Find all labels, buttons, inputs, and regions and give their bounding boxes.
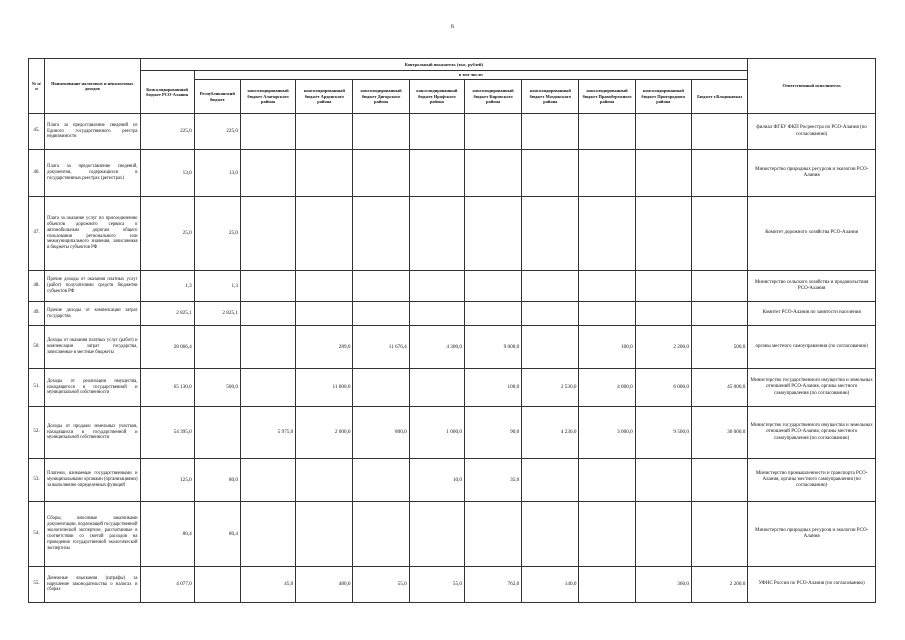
row-number: 54. [29, 502, 45, 567]
row-value-cell [579, 150, 635, 197]
row-value-cell: 11 000,0 [296, 369, 353, 407]
row-value-cell [409, 369, 464, 407]
row-value-cell [579, 197, 635, 271]
row-value-cell: 25,0 [140, 197, 194, 271]
row-value-cell [635, 150, 691, 197]
row-number: 46. [29, 150, 45, 197]
header-col-alagir: консолидированный бюджет Алагирского района [240, 80, 295, 114]
row-value-cell [353, 502, 409, 567]
row-value-cell: 80,4 [194, 502, 240, 567]
row-value-cell: 90,0 [464, 407, 521, 459]
row-value-cell: 30 000,0 [691, 407, 747, 459]
header-col-ardon: консолидированный бюджет Ардонского района [296, 80, 353, 114]
row-value-cell: 4 300,0 [409, 326, 464, 369]
row-value-cell [691, 114, 747, 150]
row-value-cell: 6 000,0 [635, 369, 691, 407]
header-name: Наименование налоговых и неналоговых доходов [45, 59, 140, 114]
header-number: № п/п [29, 59, 45, 114]
row-value-cell: 2 000,0 [296, 407, 353, 459]
row-responsible: Министерство государственного имущества и земельных отношений РСО-Алания, органы местного самоуправления (по согласованию) [748, 369, 876, 407]
row-value-cell: 1,3 [140, 271, 194, 302]
row-value-cell [635, 271, 691, 302]
row-value-cell [522, 271, 579, 302]
row-responsible: Комитет дорожного хозяйства РСО-Алания [748, 197, 876, 271]
row-value-cell [296, 302, 353, 326]
row-value-cell [296, 197, 353, 271]
row-value-cell [522, 459, 579, 502]
row-value-cell [240, 502, 295, 567]
page-number: 6 [451, 24, 454, 30]
row-value-cell [464, 302, 521, 326]
row-revenue-name: Прочие доходы от компенсации затрат государства [45, 302, 140, 326]
row-value-cell: 5 975,0 [240, 407, 295, 459]
row-responsible: УФНС России по РСО-Алания (по согласованию) [748, 567, 876, 603]
row-value-cell: 55,0 [409, 567, 464, 603]
table-row [29, 150, 876, 197]
row-value-cell: 13,0 [194, 150, 240, 197]
row-value-cell [409, 271, 464, 302]
row-value-cell: 11 676,4 [353, 326, 409, 369]
row-value-cell [296, 114, 353, 150]
row-value-cell [353, 114, 409, 150]
row-value-cell [635, 114, 691, 150]
row-value-cell [409, 302, 464, 326]
row-value-cell: 35,0 [464, 459, 521, 502]
row-number: 52. [29, 407, 45, 459]
row-value-cell: 2 825,1 [194, 302, 240, 326]
row-number: 55. [29, 567, 45, 603]
row-responsible: Министерство природных ресурсов и экологии РСО-Алания [748, 150, 876, 197]
row-revenue-name: Плата за оказание услуг по присоединению объектов дорожного сервиса к автомобильным дорогам общего пользования регионального или межмуниципального значения, зачисляемая в бюджеты субъектов РФ [45, 197, 140, 271]
table-row [29, 567, 876, 603]
row-value-cell [691, 459, 747, 502]
row-value-cell: 500,0 [691, 326, 747, 369]
row-value-cell [691, 271, 747, 302]
row-value-cell: 1,3 [194, 271, 240, 302]
row-value-cell [409, 150, 464, 197]
row-value-cell: 80,4 [140, 502, 194, 567]
row-revenue-name: Доходы от реализации имущества, находящегося в государственной и муниципальной собственности [45, 369, 140, 407]
row-responsible: Министерство природных ресурсов и экологии РСО-Алания [748, 502, 876, 567]
row-value-cell [579, 502, 635, 567]
row-revenue-name: Плата за предоставление сведений, документов, содержащихся в государственных реестрах (регистрах) [45, 150, 140, 197]
row-value-cell: 360,0 [635, 567, 691, 603]
row-value-cell: 2 200,0 [635, 326, 691, 369]
row-number: 50. [29, 326, 45, 369]
row-value-cell [409, 114, 464, 150]
row-value-cell [240, 150, 295, 197]
row-value-cell [240, 271, 295, 302]
row-value-cell [240, 459, 295, 502]
row-value-cell: 28 066,4 [140, 326, 194, 369]
row-value-cell: 9 500,0 [635, 407, 691, 459]
header-col-vladikavkaz: Бюджет г.Владикавказ [691, 80, 747, 114]
row-value-cell [240, 302, 295, 326]
table-row [29, 302, 876, 326]
row-value-cell: 800,0 [353, 407, 409, 459]
row-number: 47. [29, 197, 45, 271]
header-col-iraf: консолидированный бюджет Ирафского района [409, 80, 464, 114]
row-value-cell [579, 459, 635, 502]
table-row [29, 502, 876, 567]
header-col-digora: консолидированный бюджет Дигорского района [353, 80, 409, 114]
table-body [29, 114, 876, 603]
row-value-cell: 10,0 [409, 459, 464, 502]
header-col-kirov: консолидированный бюджет Кировского района [464, 80, 521, 114]
header-col-consolidated: Консолидированный бюджет РСО-Алания [140, 71, 194, 114]
row-value-cell [522, 114, 579, 150]
row-value-cell [635, 197, 691, 271]
row-value-cell [194, 567, 240, 603]
row-value-cell: 65 130,0 [140, 369, 194, 407]
row-value-cell [691, 502, 747, 567]
row-value-cell: 1 000,0 [409, 407, 464, 459]
row-value-cell: 225,0 [194, 114, 240, 150]
header-col-republic: Республиканский бюджет [194, 80, 240, 114]
row-value-cell [194, 326, 240, 369]
row-value-cell [691, 150, 747, 197]
row-value-cell: 4 077,0 [140, 567, 194, 603]
table-row [29, 197, 876, 271]
header-including: в том числе: [194, 71, 748, 80]
row-responsible: Министерство промышленности и транспорта РСО-Алания, органы местного самоуправления (по согласованию) [748, 459, 876, 502]
row-responsible: Министерство сельского хозяйства и продовольствия РСО-Алания [748, 271, 876, 302]
header-col-pravoberezhny: консолидированный бюджет Правобережного района [579, 80, 635, 114]
row-value-cell: 9 000,0 [464, 326, 521, 369]
row-value-cell: 480,0 [296, 567, 353, 603]
header-responsible: Ответственный исполнитель [748, 59, 876, 114]
row-value-cell [579, 114, 635, 150]
row-value-cell [194, 407, 240, 459]
row-number: 49. [29, 302, 45, 326]
table-row [29, 369, 876, 407]
row-value-cell [691, 197, 747, 271]
row-number: 45. [29, 114, 45, 150]
row-value-cell: 125,0 [140, 459, 194, 502]
row-responsible: Комитет РСО-Алания по занятости населения [748, 302, 876, 326]
row-value-cell: 289,0 [296, 326, 353, 369]
row-value-cell [353, 271, 409, 302]
row-number: 51. [29, 369, 45, 407]
row-value-cell: 25,0 [194, 197, 240, 271]
header-col-prigorodny: консолидированный бюджет Пригородного района [635, 80, 691, 114]
table-row [29, 114, 876, 150]
revenue-table [28, 58, 876, 603]
row-value-cell: 4 230,0 [522, 407, 579, 459]
row-value-cell [635, 502, 691, 567]
row-value-cell [635, 459, 691, 502]
row-value-cell: 80,0 [194, 459, 240, 502]
row-value-cell [464, 197, 521, 271]
row-value-cell [353, 150, 409, 197]
row-revenue-name: Платежи, взимаемые государственными и муниципальными органами (организациями) за выполнение определенных функций [45, 459, 140, 502]
row-value-cell: 45 000,0 [691, 369, 747, 407]
table-row [29, 407, 876, 459]
row-value-cell [464, 271, 521, 302]
table-row [29, 326, 876, 369]
row-value-cell: 13,0 [140, 150, 194, 197]
row-value-cell [240, 197, 295, 271]
table-row [29, 271, 876, 302]
row-value-cell: 2 825,1 [140, 302, 194, 326]
row-value-cell [691, 302, 747, 326]
row-value-cell [579, 271, 635, 302]
row-value-cell: 3 000,0 [579, 407, 635, 459]
row-value-cell: 4 000,0 [579, 369, 635, 407]
row-revenue-name: Прочие доходы от оказания платных услуг (работ) получателями средств бюджетов субъектов РФ [45, 271, 140, 302]
row-value-cell: 2 530,0 [522, 369, 579, 407]
row-value-cell [522, 326, 579, 369]
row-number: 48. [29, 271, 45, 302]
row-value-cell: 140,0 [522, 567, 579, 603]
row-value-cell: 2 200,0 [691, 567, 747, 603]
row-value-cell [240, 114, 295, 150]
row-value-cell [522, 197, 579, 271]
row-value-cell: 762,0 [464, 567, 521, 603]
row-value-cell [240, 369, 295, 407]
row-value-cell [464, 502, 521, 567]
row-value-cell [353, 369, 409, 407]
row-value-cell [353, 302, 409, 326]
row-responsible: филиал ФГБУ ФКП Росреестра по РСО-Алания (по согласованию) [748, 114, 876, 150]
row-value-cell [296, 150, 353, 197]
row-revenue-name: Плата за предоставление сведений из Единого государственного реестра недвижимости [45, 114, 140, 150]
row-value-cell [296, 271, 353, 302]
row-value-cell: 500,0 [194, 369, 240, 407]
row-value-cell: 45,0 [240, 567, 295, 603]
row-revenue-name: Денежные взыскания (штрафы) за нарушение законодательства о налогах и сборах [45, 567, 140, 603]
row-value-cell: 55,0 [353, 567, 409, 603]
header-control: Контрольный показатель (тыс. рублей) [140, 59, 748, 71]
row-value-cell [635, 302, 691, 326]
row-value-cell [579, 567, 635, 603]
row-revenue-name: Доходы от оказания платных услуг (работ) и компенсации затрат государства, зачисляемые в местные бюджеты [45, 326, 140, 369]
row-value-cell [409, 197, 464, 271]
row-responsible: органы местного самоуправления (по согласованию) [748, 326, 876, 369]
row-number: 53. [29, 459, 45, 502]
row-value-cell [522, 302, 579, 326]
row-value-cell [464, 114, 521, 150]
row-value-cell [296, 502, 353, 567]
row-value-cell [353, 197, 409, 271]
row-responsible: Министерство государственного имущества и земельных отношений РСО-Алания, органы местного самоуправления (по согласованию) [748, 407, 876, 459]
row-value-cell: 54 395,0 [140, 407, 194, 459]
row-value-cell: 100,0 [464, 369, 521, 407]
row-value-cell [464, 150, 521, 197]
row-value-cell [296, 459, 353, 502]
row-value-cell: 100,0 [579, 326, 635, 369]
row-value-cell [522, 150, 579, 197]
row-value-cell [522, 502, 579, 567]
row-value-cell [579, 302, 635, 326]
row-value-cell [353, 459, 409, 502]
row-revenue-name: Сборы, вносимые заказчиками документации, подлежащей государственной экологической экспертизе, рассчитанные в соответствии со сметой расходов на проведение государственной экологической экспертизы [45, 502, 140, 567]
row-value-cell: 225,0 [140, 114, 194, 150]
row-value-cell [409, 502, 464, 567]
row-value-cell [240, 326, 295, 369]
row-revenue-name: Доходы от продажи земельных участков, находящихся в государственной и муниципальной собственности [45, 407, 140, 459]
table-row [29, 459, 876, 502]
header-col-mozdok: консолидированный бюджет Моздокского района [522, 80, 579, 114]
